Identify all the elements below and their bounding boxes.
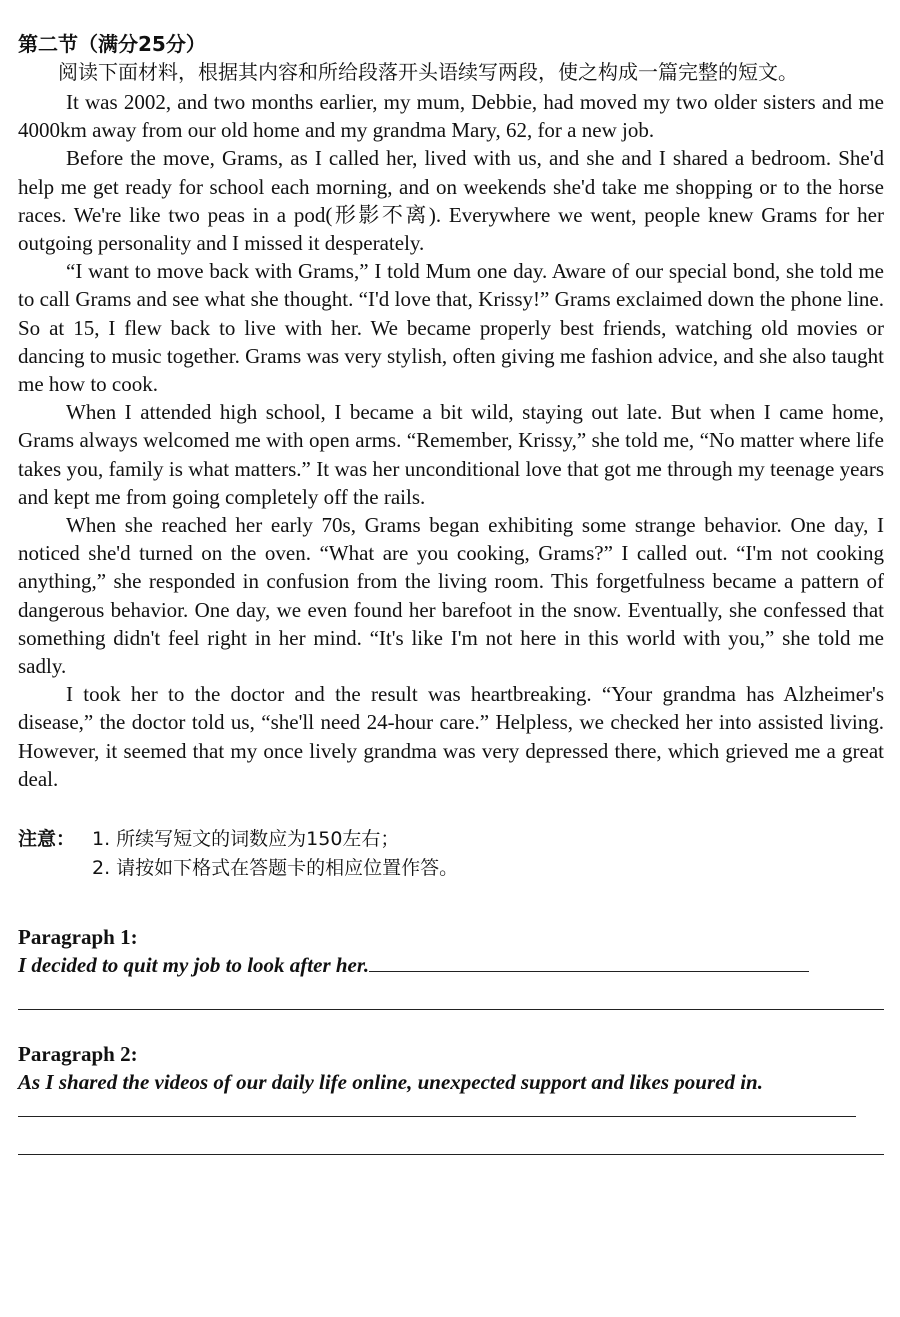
note-row <box>18 825 884 854</box>
answer-blank[interactable] <box>369 953 809 972</box>
note-item: 2. 请按如下格式在答题卡的相应位置作答。 <box>92 857 459 880</box>
answer-blank[interactable] <box>18 1098 856 1117</box>
exam-page <box>18 30 884 1155</box>
paragraph-1-task <box>18 923 884 1010</box>
passage-paragraph: “I want to move back with Grams,” I told Mum one day. Aware of our special bond, she told me to call Grams and see what she thought. “I'd love that, Krissy!” Grams exclaimed down the phone line. So at 15, I flew back to live with her. We became properly best friends, watching old movies or dancing to music together. Grams was very stylish, often giving me fashion advice, and she also taught me how to cook. <box>18 259 884 397</box>
paragraph-1-prompt: I decided to quit my job to look after her. <box>18 953 370 978</box>
passage-paragraph: When she reached her early 70s, Grams began exhibiting some strange behavior. One day, I noticed she'd turned on the oven. “What are you cooking, Grams?” I called out. “I'm not cooking anything,” she responded in confusion from the living room. This forgetfulness became a pattern of dangerous behavior. One day, we even found her barefoot in the snow. Eventually, she confessed that something didn't feel right in her mind. “It's like I'm not here in this world with you,” she told me sadly. <box>18 513 884 679</box>
paragraph-1-prompt-line <box>18 951 884 979</box>
paragraph-2-prompt: As I shared the videos of our daily life online, unexpected support and likes poured in. <box>18 1070 763 1095</box>
paragraph-2-prompt-line <box>18 1068 884 1124</box>
notes-block <box>18 825 884 883</box>
paragraph-1-label: Paragraph 1: <box>18 925 138 950</box>
note-row <box>18 854 884 883</box>
section-heading: 第二节（满分25分） <box>18 32 206 56</box>
answer-line[interactable] <box>18 1124 884 1155</box>
reading-passage <box>18 88 884 793</box>
passage-paragraph: Before the move, Grams, as I called her, lived with us, and she and I shared a bedroom. She'd help me get ready for school each morning, and on weekends she'd take me shopping or to the horse races. We're like two peas in a pod(形影不离). Everywhere we went, people knew Grams for her outgoing personality and I missed it desperately. <box>18 146 884 256</box>
passage-paragraph: It was 2002, and two months earlier, my mum, Debbie, had moved my two older sisters and me 4000km away from our old home and my grandma Mary, 62, for a new job. <box>18 90 884 143</box>
notes-label-spacer <box>18 854 92 883</box>
passage-paragraph: I took her to the doctor and the result was heartbreaking. “Your grandma has Alzheimer's disease,” the doctor told us, “she'll need 24-hour care.” Helpless, we checked her into assisted living. However, it seemed that my once lively grandma was very depressed there, which grieved me a great deal. <box>18 682 884 791</box>
paragraph-2-label: Paragraph 2: <box>18 1042 138 1067</box>
passage-paragraph: When I attended high school, I became a bit wild, staying out late. But when I came home, Grams always welcomed me with open arms. “Remember, Krissy,” she told me, “No matter where life takes you, family is what matters.” It was her unconditional love that got me through my teenage years and kept me from going completely off the rails. <box>18 400 884 509</box>
paragraph-2-task <box>18 1040 884 1155</box>
note-item: 1. 所续写短文的词数应为150左右； <box>92 828 400 851</box>
section-instruction: 阅读下面材料，根据其内容和所给段落开头语续写两段，使之构成一篇完整的短文。 <box>58 60 798 84</box>
notes-label: 注意： <box>18 828 76 851</box>
answer-line[interactable] <box>18 979 884 1010</box>
